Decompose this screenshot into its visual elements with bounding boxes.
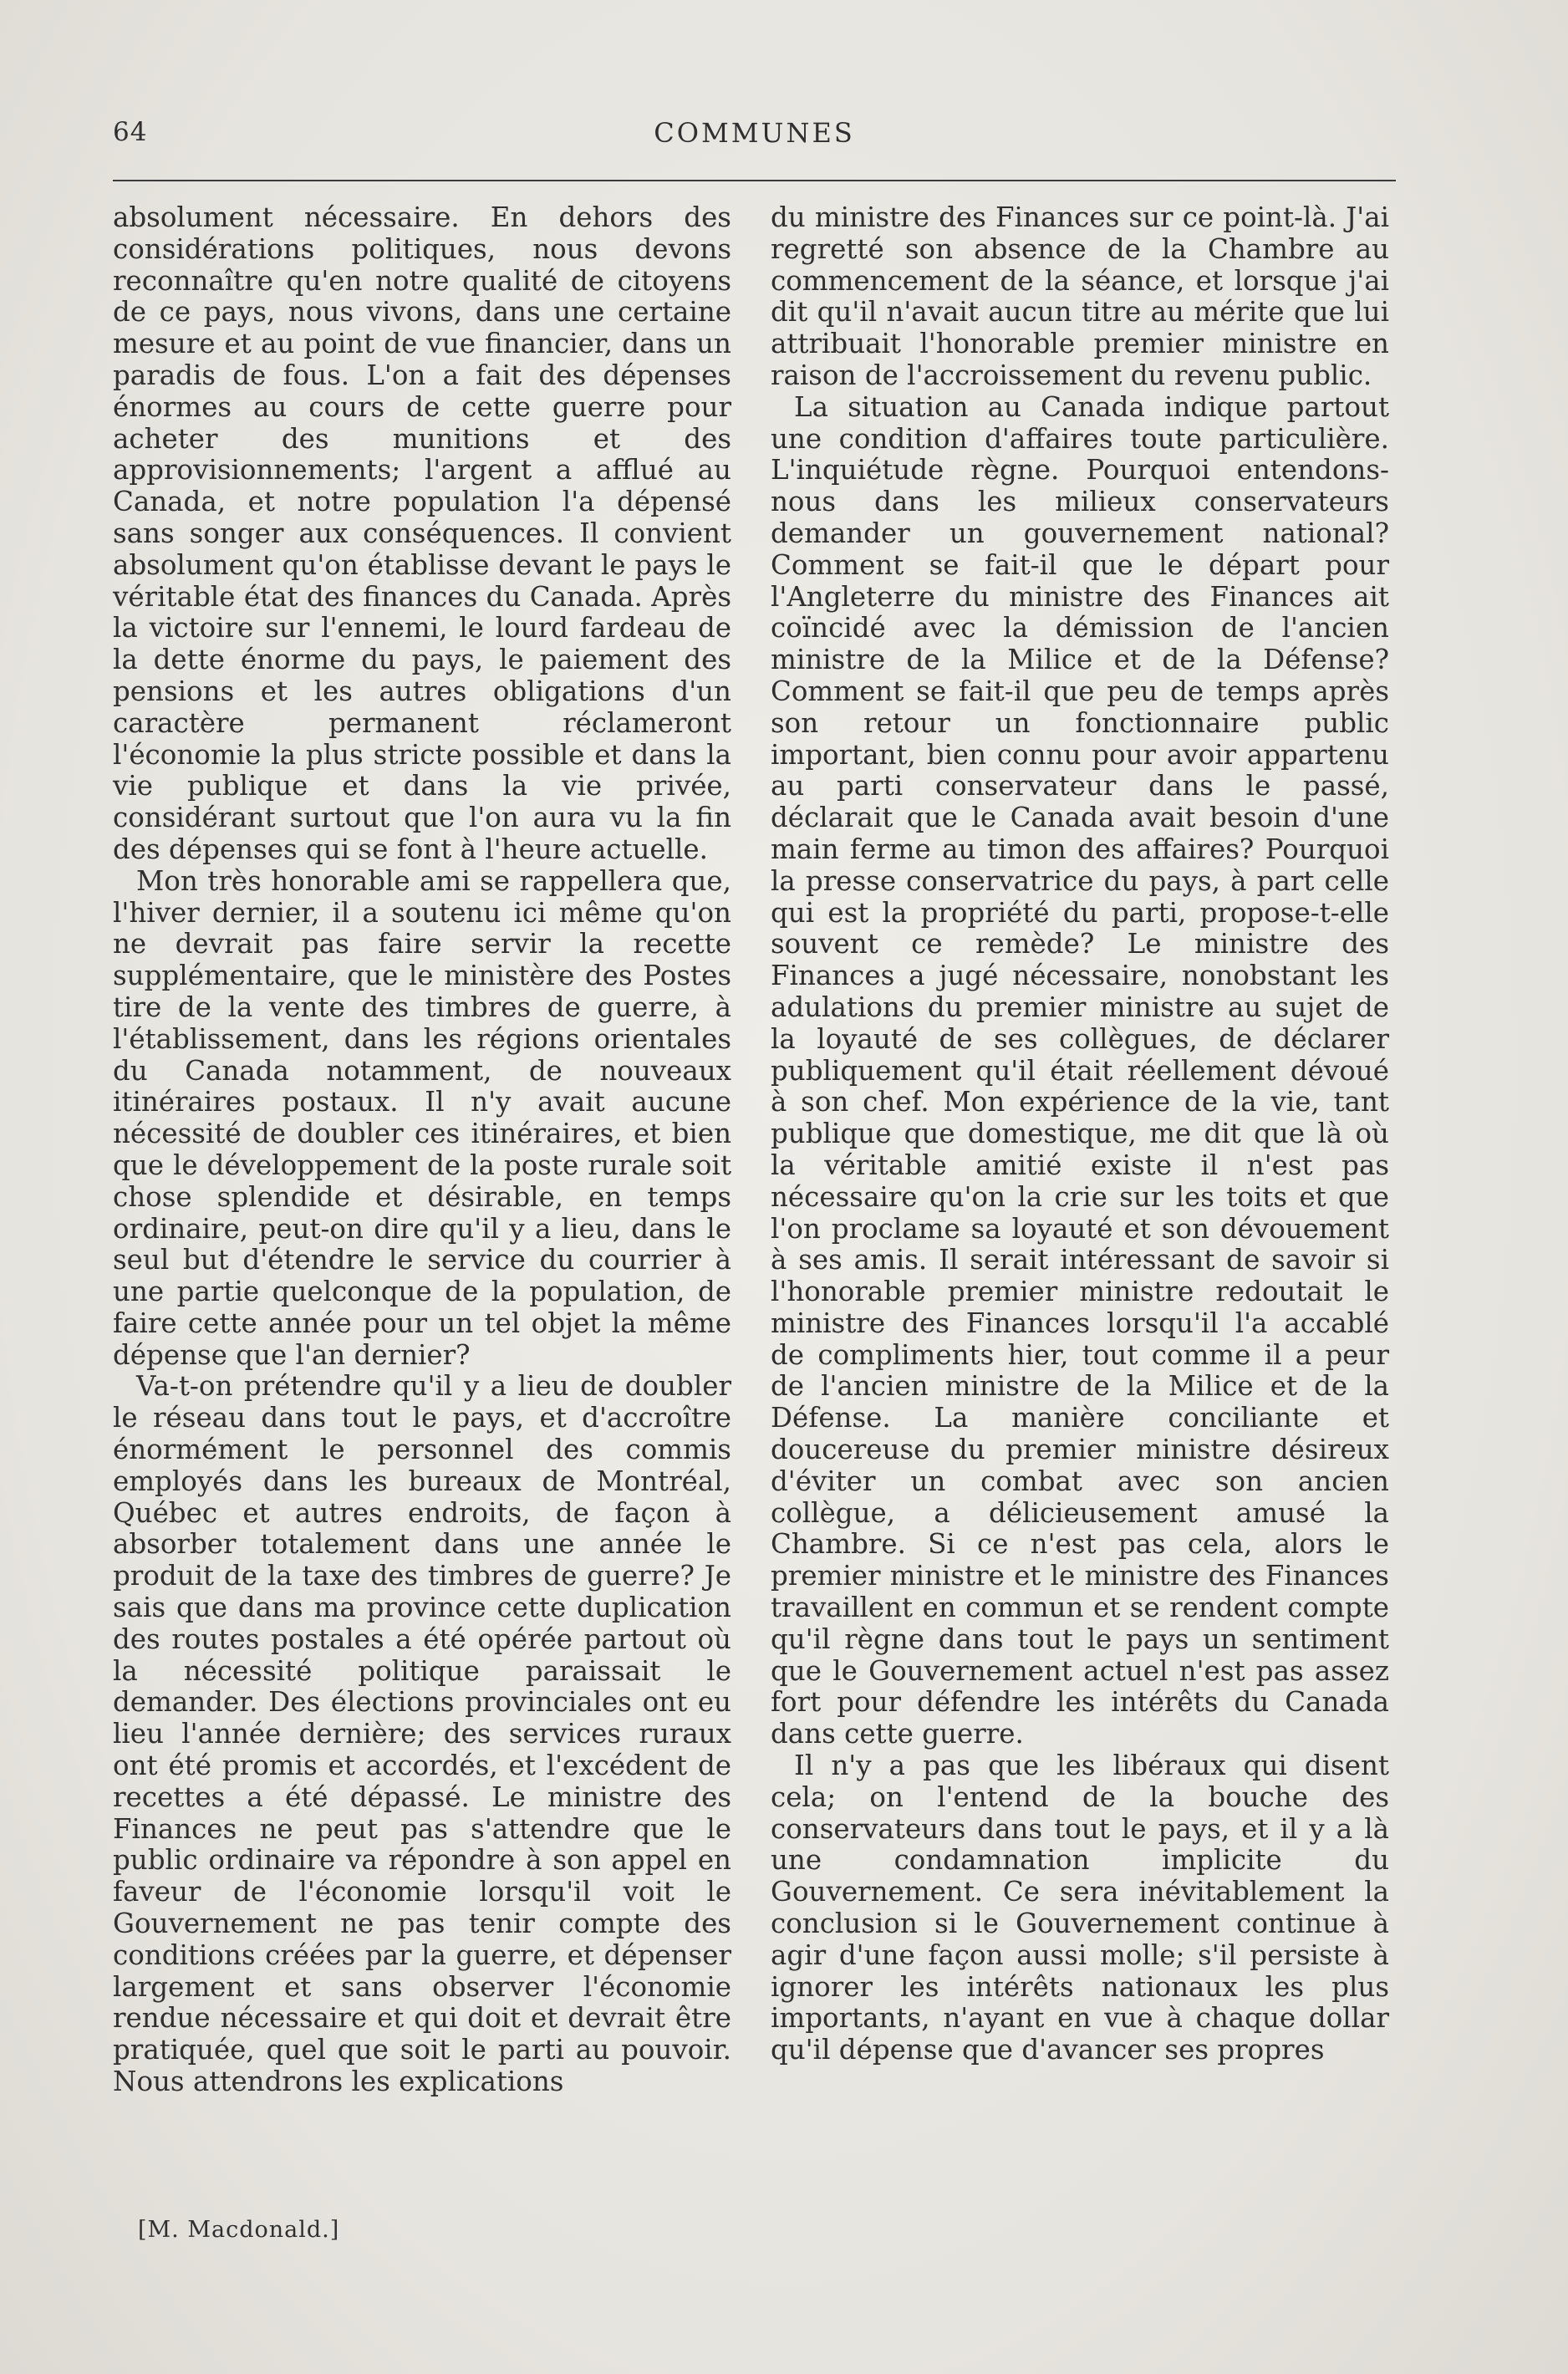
paragraph: Mon très honorable ami se rappellera que, l'hiver dernier, il a soutenu ici même qu'on ne devrait pas faire servir la recette supplémentaire, que le ministère des Postes tire de la vente des timbres de guerre, à l'établissement, dans les régions orientales du Canada notamment, de nouveaux itinéraires postaux. Il n'y avait aucune nécessité de doubler ces itinéraires, et bien que le développement de la poste rurale soit chose splendide et désirable, en temps ordinaire, peut-on dire qu'il y a lieu, dans le seul but d'étendre le service du courrier à une partie quelconque de la population, de faire cette année pour un tel objet la même dépense que l'an dernier? bbox=[113, 864, 731, 1371]
paragraph: Il n'y a pas que les libéraux qui disent cela; on l'entend de la bouche des conservateurs dans tout le pays, et il y a là une condamnation implicite du Gouvernement. Ce sera inévitablement la conclusion si le Gouvernement continue à agir d'une façon aussi molle; s'il persiste à ignorer les intérêts nationaux les plus importants, n'ayant en vue à chaque dollar qu'il dépense que d'avancer ses propres bbox=[771, 1750, 1389, 2066]
running-head: COMMUNES bbox=[654, 117, 855, 149]
page-header bbox=[113, 117, 1396, 157]
header-rule bbox=[113, 180, 1396, 181]
left-column bbox=[113, 202, 731, 2098]
paragraph: Va-t-on prétendre qu'il y a lieu de doubler le réseau dans tout le pays, et d'accroître énormément le personnel des commis employés dans les bureaux de Montréal, Québec et autres endroits, de façon à absorber totalement dans une année le produit de la taxe des timbres de guerre? Je sais que dans ma province cette duplication des routes postales a été opérée partout où la nécessité politique paraissait le demander. Des élections provinciales ont eu lieu l'année dernière; des services ruraux ont été promis et accordés, et l'excédent de recettes a été dépassé. Le ministre des Finances ne peut pas s'attendre que le public ordinaire va répondre à son appel en faveur de l'économie lorsqu'il voit le Gouvernement ne pas tenir compte des conditions créées par la guerre, et dépenser largement et sans observer l'économie rendue nécessaire et qui doit et devrait être pratiquée, quel que soit le parti au pouvoir. Nous attendrons les explications bbox=[113, 1370, 731, 2098]
page-number: 64 bbox=[113, 117, 148, 147]
speaker-attribution: [M. Macdonald.] bbox=[138, 2217, 340, 2243]
paragraph: du ministre des Finances sur ce point-là. J'ai regretté son absence de la Chambre au commencement de la séance, et lorsque j'ai dit qu'il n'avait aucun titre au mérite que lui attribuait l'honorable premier ministre en raison de l'accroissement du revenu public. bbox=[771, 201, 1389, 391]
right-column bbox=[771, 202, 1389, 2066]
paragraph: La situation au Canada indique partout une condition d'affaires toute particulière. L'inquiétude règne. Pourquoi entendons-nous dans les milieux conservateurs demander un gouvernement national? Comment se fait-il que le départ pour l'Angleterre du ministre des Finances ait coïncidé avec la démission de l'ancien ministre de la Milice et de la Défense? Comment se fait-il que peu de temps après son retour un fonctionnaire public important, bien connu pour avoir appartenu au parti conservateur dans le passé, déclarait que le Canada avait besoin d'une main ferme au timon des affaires? Pourquoi la presse conservatrice du pays, à part celle qui est la propriété du parti, propose-t-elle souvent ce remède? Le ministre des Finances a jugé nécessaire, nonobstant les adulations du premier ministre au sujet de la loyauté de ses collègues, de déclarer publiquement qu'il était réellement dévoué à son chef. Mon expérience de la vie, tant publique que domestique, me dit que là où la véritable amitié existe il n'est pas nécessaire qu'on la crie sur les toits et que l'on proclame sa loyauté et son dévouement à ses amis. Il serait intéressant de savoir si l'honorable premier ministre redoutait le ministre des Finances lorsqu'il l'a accablé de compliments hier, tout comme il a peur de l'ancien ministre de la Milice et de la Défense. La manière conciliante et doucereuse du premier ministre désireux d'éviter un combat avec son ancien collègue, a délicieusement amusé la Chambre. Si ce n'est pas cela, alors le premier ministre et le ministre des Finances travaillent en commun et se rendent compte qu'il règne dans tout le pays un sentiment que le Gouvernement actuel n'est pas assez fort pour défendre les intérêts du Canada dans cette guerre. bbox=[771, 390, 1389, 1750]
paragraph: absolument nécessaire. En dehors des considérations politiques, nous devons reconnaître qu'en notre qualité de citoyens de ce pays, nous vivons, dans une certaine mesure et au point de vue financier, dans un paradis de fous. L'on a fait des dépenses énormes au cours de cette guerre pour acheter des munitions et des approvisionnements; l'argent a afflué au Canada, et notre population l'a dépensé sans songer aux conséquences. Il convient absolument qu'on établisse devant le pays le véritable état des finances du Canada. Après la victoire sur l'ennemi, le lourd fardeau de la dette énorme du pays, le paiement des pensions et les autres obligations d'un caractère permanent réclameront l'économie la plus stricte possible et dans la vie publique et dans la vie privée, considérant surtout que l'on aura vu la fin des dépenses qui se font à l'heure actuelle. bbox=[113, 201, 731, 865]
